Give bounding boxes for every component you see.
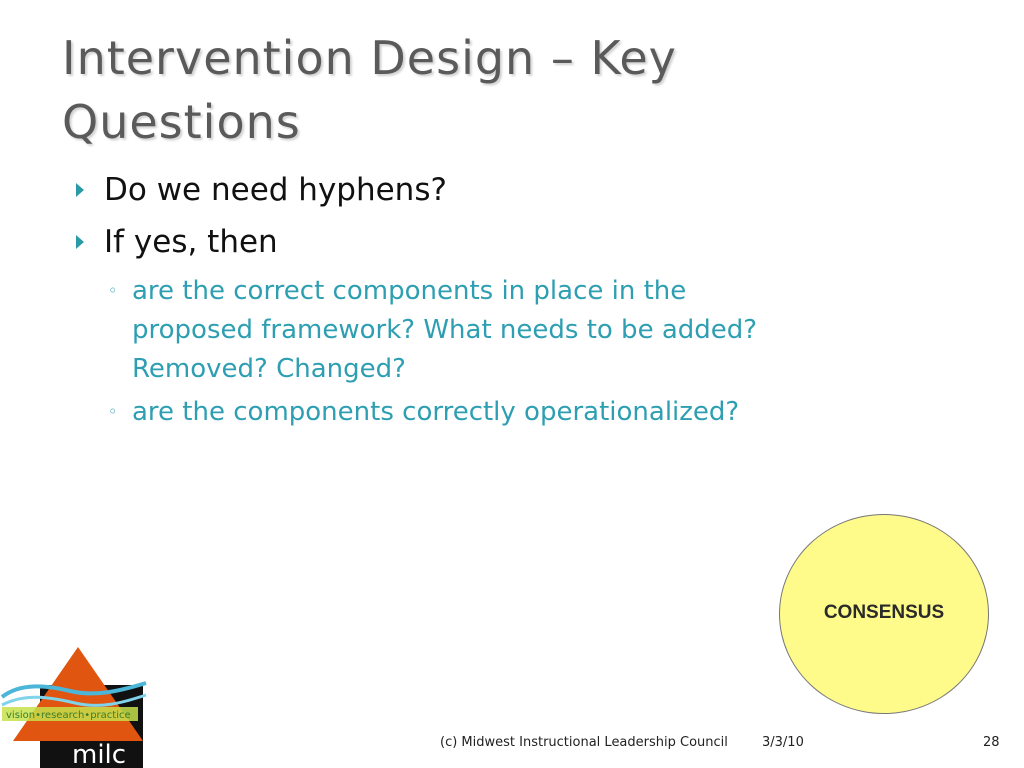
bullet-text: Do we need hyphens? — [104, 172, 447, 208]
bullet-list — [76, 168, 916, 436]
slide-title — [62, 26, 962, 154]
ring-bullet-icon: ◦ — [108, 281, 118, 300]
sub-bullet-line: Removed? Changed? — [132, 354, 406, 384]
bullet-text: If yes, then — [104, 224, 278, 260]
sub-bullet-line: proposed framework? What needs to be added? — [132, 315, 758, 345]
bullet-item — [76, 220, 916, 264]
milc-logo — [0, 645, 150, 768]
sub-bullet-line: are the correct components in place in the — [132, 276, 687, 306]
logo-text: milc — [72, 740, 127, 768]
logo-tagline: vision•research•practice — [6, 710, 131, 721]
footer-copyright: (c) Midwest Instructional Leadership Council — [440, 735, 728, 750]
triangle-bullet-icon — [76, 235, 84, 249]
triangle-bullet-icon — [76, 183, 84, 197]
sub-bullet-item — [76, 272, 892, 389]
consensus-label: CONSENSUS — [823, 602, 945, 623]
bullet-item — [76, 168, 916, 212]
footer-date: 3/3/10 — [762, 735, 804, 750]
slide-number: 28 — [983, 735, 1000, 750]
title-line-1: Intervention Design – Key — [62, 31, 677, 85]
sub-bullet-item — [76, 393, 892, 432]
sub-bullet-line: are the components correctly operationalized? — [132, 397, 740, 427]
title-line-2: Questions — [62, 95, 301, 149]
consensus-circle — [779, 514, 989, 714]
ring-bullet-icon: ◦ — [108, 402, 118, 421]
